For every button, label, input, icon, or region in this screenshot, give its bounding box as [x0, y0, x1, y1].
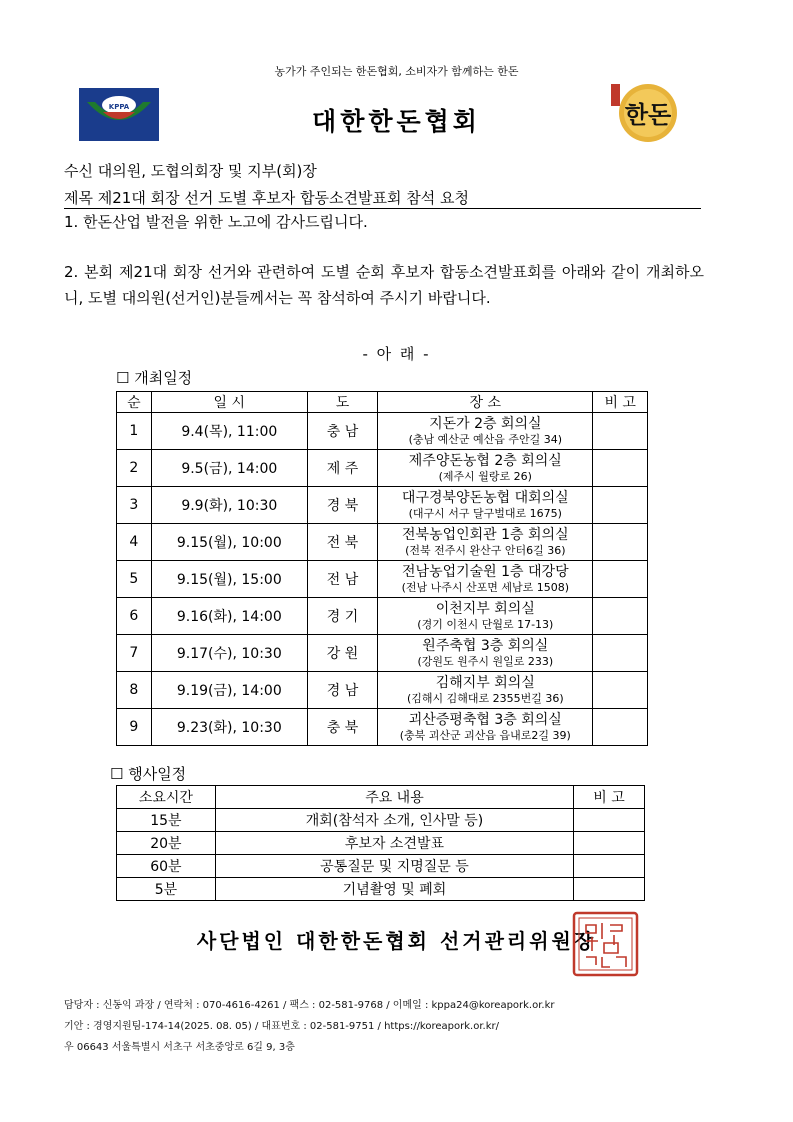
col-program-note: 비 고: [574, 786, 645, 809]
venue-address: (대구시 서구 달구벌대로 1675): [408, 506, 562, 520]
row-number: 5: [117, 561, 152, 598]
row-note: [593, 598, 648, 635]
venue-name: 괴산증평축협 3층 회의실: [408, 711, 562, 728]
program-duration: 20분: [117, 832, 216, 855]
row-datetime: 9.16(화), 14:00: [151, 598, 307, 635]
venue-name: 전북농업인회관 1층 회의실: [402, 526, 569, 543]
schedule-row: [117, 598, 648, 635]
row-province: 경 남: [307, 672, 377, 709]
body-paragraph-1: 1. 한돈산업 발전을 위한 노고에 감사드립니다.: [64, 213, 368, 231]
row-note: [593, 709, 648, 746]
col-note: 비 고: [593, 392, 648, 413]
venue-address: (김해시 김해대로 2355번길 36): [406, 691, 564, 705]
col-venue: 장 소: [378, 392, 593, 413]
subject-line: 제목 제21대 회장 선거 도별 후보자 합동소견발표회 참석 요청: [64, 189, 469, 207]
venue-name: 제주양돈농협 2층 회의실: [408, 452, 562, 469]
handon-brand-icon: [608, 80, 686, 144]
program-header-row: [117, 786, 645, 809]
row-number: 7: [117, 635, 152, 672]
col-province: 도: [307, 392, 377, 413]
col-duration: 소요시간: [117, 786, 216, 809]
program-table: [116, 785, 645, 901]
row-venue: [378, 487, 593, 524]
venue-address: (전남 나주시 산포면 세남로 1508): [401, 580, 570, 594]
program-content: 개회(참석자 소개, 인사말 등): [215, 809, 573, 832]
program-row: [117, 809, 645, 832]
program-note: [574, 832, 645, 855]
row-venue: [378, 635, 593, 672]
row-province: 전 북: [307, 524, 377, 561]
below-note: - 아 래 -: [362, 345, 431, 363]
schedule-row: [117, 672, 648, 709]
venue-address: (경기 이천시 단월로 17-13): [417, 617, 554, 631]
program-heading: ☐ 행사일정: [110, 765, 187, 783]
schedule-row: [117, 561, 648, 598]
col-content: 주요 내용: [215, 786, 573, 809]
program-row: [117, 878, 645, 901]
row-province: 강 원: [307, 635, 377, 672]
schedule-row: [117, 413, 648, 450]
program-duration: 5분: [117, 878, 216, 901]
program-note: [574, 809, 645, 832]
official-seal-icon: [572, 911, 639, 977]
row-venue: [378, 450, 593, 487]
row-datetime: 9.23(화), 10:30: [151, 709, 307, 746]
row-province: 충 북: [307, 709, 377, 746]
program-row: [117, 855, 645, 878]
footer-draft-info: 기안 : 경영지원팀-174-14(2025. 08. 05) / 대표번호 : 02-581-9751 / https://koreapork.or.kr/: [64, 1021, 499, 1032]
program-note: [574, 855, 645, 878]
row-venue: [378, 413, 593, 450]
row-number: 4: [117, 524, 152, 561]
row-province: 전 남: [307, 561, 377, 598]
row-datetime: 9.5(금), 14:00: [151, 450, 307, 487]
row-venue: [378, 561, 593, 598]
row-number: 6: [117, 598, 152, 635]
footer-address: 우 06643 서울특별시 서초구 서초중앙로 6길 9, 3층: [64, 1042, 295, 1053]
schedule-row: [117, 487, 648, 524]
schedule-heading: ☐ 개최일정: [116, 369, 193, 387]
venue-name: 대구경북양돈농협 대회의실: [401, 489, 569, 506]
handon-brand-text: 한돈: [624, 100, 672, 129]
row-number: 9: [117, 709, 152, 746]
venue-name: 원주축협 3층 회의실: [422, 637, 549, 654]
schedule-row: [117, 709, 648, 746]
venue-address: (충남 예산군 예산읍 주안길 34): [408, 432, 563, 446]
row-venue: [378, 598, 593, 635]
handon-brand-logo: [608, 80, 686, 144]
program-duration: 60분: [117, 855, 216, 878]
row-datetime: 9.4(목), 11:00: [151, 413, 307, 450]
row-datetime: 9.17(수), 10:30: [151, 635, 307, 672]
venue-address: (전북 전주시 완산구 안터6길 36): [405, 543, 566, 557]
col-number: 순: [117, 392, 152, 413]
venue-name: 김해지부 회의실: [435, 674, 535, 691]
row-note: [593, 672, 648, 709]
venue-name: 지돈가 2층 회의실: [429, 415, 542, 432]
row-venue: [378, 709, 593, 746]
signature: 사단법인 대한한돈협회 선거관리위원장: [196, 929, 597, 953]
program-row: [117, 832, 645, 855]
org-title: 대한한돈협회: [312, 107, 481, 136]
program-note: [574, 878, 645, 901]
venue-address: (강원도 원주시 원일로 233): [417, 654, 554, 668]
row-note: [593, 450, 648, 487]
row-note: [593, 561, 648, 598]
schedule-row: [117, 524, 648, 561]
row-province: 제 주: [307, 450, 377, 487]
row-province: 경 북: [307, 487, 377, 524]
program-content: 기념촬영 및 폐회: [215, 878, 573, 901]
schedule-table: [116, 391, 648, 746]
schedule-header-row: [117, 392, 648, 413]
row-note: [593, 487, 648, 524]
row-number: 8: [117, 672, 152, 709]
venue-name: 전남농업기술원 1층 대강당: [402, 563, 569, 580]
row-datetime: 9.15(월), 10:00: [151, 524, 307, 561]
footer-contact: 담당자 : 신동익 과장 / 연락처 : 070-4616-4261 / 팩스 : 02-581-9768 / 이메일 : kppa24@koreapork.or.kr: [64, 1000, 555, 1011]
row-datetime: 9.9(화), 10:30: [151, 487, 307, 524]
row-datetime: 9.19(금), 14:00: [151, 672, 307, 709]
venue-address: (충북 괴산군 괴산읍 읍내로2길 39): [399, 728, 571, 742]
program-content: 공통질문 및 지명질문 등: [215, 855, 573, 878]
row-province: 경 기: [307, 598, 377, 635]
body-paragraph-2: 2. 본회 제21대 회장 선거와 관련하여 도별 순회 후보자 합동소견발표회를 아래와 같이 개최하오니, 도별 대의원(선거인)분들께서는 꼭 참석하여 주시기 바랍니다.: [64, 263, 704, 307]
row-note: [593, 524, 648, 561]
row-note: [593, 413, 648, 450]
row-number: 2: [117, 450, 152, 487]
program-duration: 15분: [117, 809, 216, 832]
row-number: 3: [117, 487, 152, 524]
venue-address: (제주시 월랑로 26): [438, 469, 532, 483]
row-venue: [378, 672, 593, 709]
row-datetime: 9.15(월), 15:00: [151, 561, 307, 598]
row-number: 1: [117, 413, 152, 450]
row-province: 충 남: [307, 413, 377, 450]
col-datetime: 일 시: [151, 392, 307, 413]
venue-name: 이천지부 회의실: [435, 600, 535, 617]
row-venue: [378, 524, 593, 561]
recipient-line: 수신 대의원, 도협의회장 및 지부(회)장: [64, 162, 317, 180]
schedule-row: [117, 450, 648, 487]
kppa-logo-text: KPPA: [108, 103, 130, 111]
program-content: 후보자 소견발표: [215, 832, 573, 855]
schedule-row: [117, 635, 648, 672]
row-note: [593, 635, 648, 672]
slogan: 농가가 주인되는 한돈협회, 소비자가 함께하는 한돈: [274, 65, 519, 78]
official-seal: [572, 911, 639, 977]
